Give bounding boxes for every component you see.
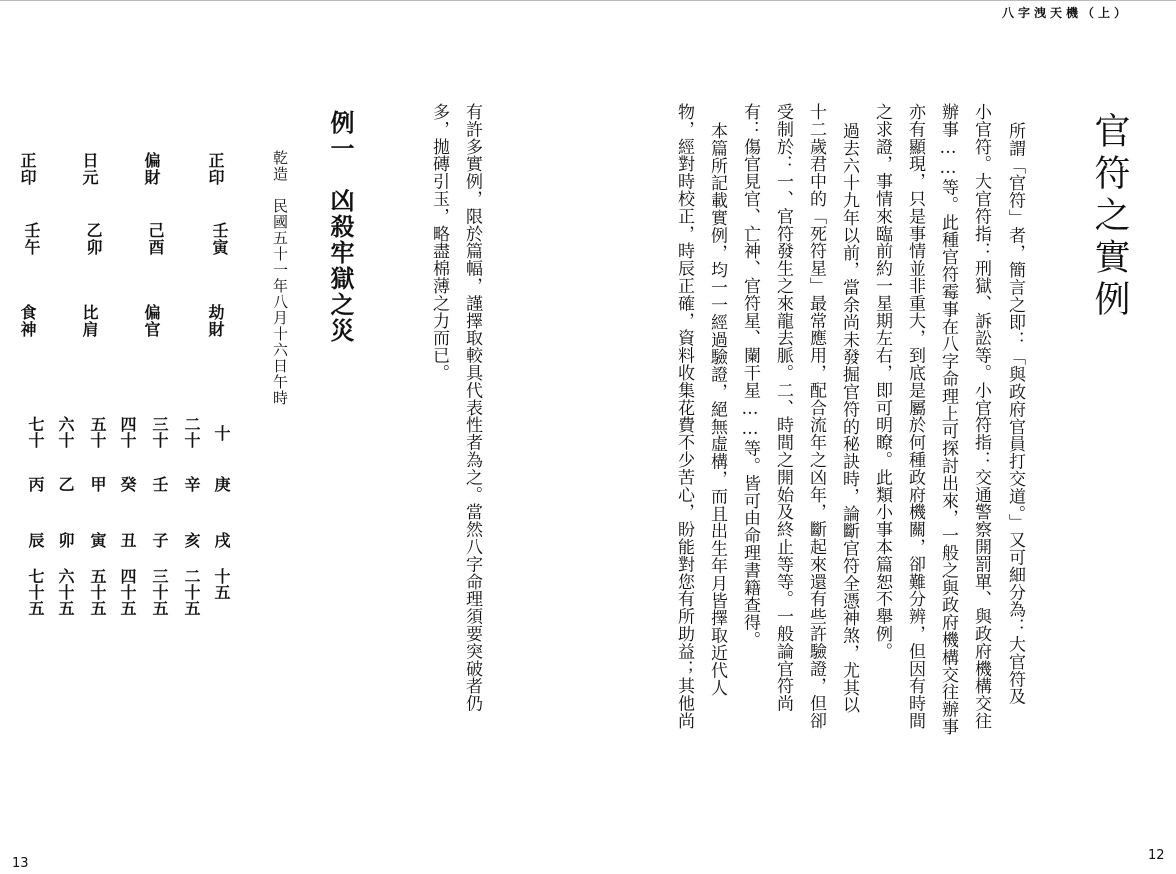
body-column: 小官符。大官符指：刑獄、訴訟等。小官符指：交通警察開罰單、與政府機構交往 xyxy=(971,103,991,730)
dayun-end-age: 六十五 xyxy=(56,568,75,616)
pillar-ten-god: 比肩 xyxy=(80,304,99,338)
body-column: 物，經對時校正，時辰正確，資料收集花費不少苦心，盼能對您有所助益；其他尚 xyxy=(674,103,694,730)
pillar-ten-god: 偏官 xyxy=(142,304,161,338)
pillar-ten-god: 劫財 xyxy=(206,304,225,338)
body-column: 之求證，事情來臨前約一星期左右，即可明瞭。此類小事本篇恕不舉例。 xyxy=(872,103,892,660)
dayun-age: 二十 xyxy=(182,416,201,448)
pillar-label: 偏財 xyxy=(142,152,161,186)
pillar-ganzhi: 乙卯 xyxy=(84,222,103,256)
body-column: 多，拋磚引玉，略盡棉薄之力而已。 xyxy=(429,103,449,382)
dayun-branch: 亥 xyxy=(182,532,201,548)
body-column: 過去六十九年以前，當余尚未發掘官符的秘訣時，論斷官符全憑神煞，尤其以 xyxy=(839,122,859,714)
dayun-stem: 壬 xyxy=(150,476,169,492)
dayun-end-age: 十五 xyxy=(212,568,231,600)
dayun-branch: 辰 xyxy=(26,532,45,548)
chapter-title: 官符之實例 xyxy=(1089,112,1130,322)
dayun-age: 三十 xyxy=(150,416,169,448)
pillar-ganzhi: 己酉 xyxy=(146,222,165,256)
dayun-stem: 丙 xyxy=(26,476,45,492)
running-header: 八字洩天機（上） xyxy=(1001,6,1130,20)
body-column: 受制於：一、官符發生之來龍去脈。二、時間之開始及終止等等。一般論官符尚 xyxy=(773,103,793,712)
dayun-stem: 乙 xyxy=(56,476,75,492)
dayun-age: 四十 xyxy=(118,416,137,448)
dayun-age: 七十 xyxy=(26,416,45,448)
dayun-stem: 甲 xyxy=(88,476,107,492)
body-column: 有：傷官見官、亡神、官符星、闌干星……等。皆可由命理書籍查得。 xyxy=(740,103,760,649)
pillar-label: 正印 xyxy=(18,152,37,186)
dayun-branch: 卯 xyxy=(56,532,75,548)
dayun-end-age: 三十五 xyxy=(150,568,169,616)
dayun-age: 五十 xyxy=(88,416,107,448)
body-column: 十二歲君中的「死符星」最常應用，配合流年之凶年，斷起來還有些許驗證，但卻 xyxy=(806,103,826,730)
dayun-stem: 庚 xyxy=(212,476,231,492)
dayun-age: 十 xyxy=(212,425,231,441)
body-column: 本篇所記載實例，均一一經過驗證，絕無虛構，而且出生年月皆擇取近代人 xyxy=(707,122,727,697)
body-column: 亦有顯現，只是事情並非重大，到底是屬於何種政府機關，卻難分辨，但因有時間 xyxy=(905,103,925,730)
dayun-end-age: 七十五 xyxy=(26,568,45,616)
page-number-right: 12 xyxy=(1148,848,1165,863)
body-column: 辦事……等。此種官符霉事在八字命理上可探討出來，一般之與政府機構交往辦事 xyxy=(938,103,958,736)
dayun-stem: 癸 xyxy=(118,476,137,492)
dayun-branch: 寅 xyxy=(88,532,107,548)
page-number-left: 13 xyxy=(12,856,29,871)
dayun-end-age: 四十五 xyxy=(118,568,137,616)
pillar-ten-god: 食神 xyxy=(18,304,37,338)
dayun-branch: 丑 xyxy=(118,532,137,548)
dayun-end-age: 五十五 xyxy=(88,568,107,616)
dayun-branch: 戌 xyxy=(212,532,231,548)
body-column: 所謂「官符」者，簡言之即：「與政府官員打交道。」又可細分為：大官符及 xyxy=(1005,122,1025,706)
dayun-end-age: 二十五 xyxy=(182,568,201,616)
dayun-age: 六十 xyxy=(56,416,75,448)
pillar-label: 正印 xyxy=(206,152,225,186)
dayun-branch: 子 xyxy=(150,532,169,548)
bazi-birth-info: 乾造 民國五十一年八月十六日午時 xyxy=(271,150,289,406)
example-title: 例一 凶殺牢獄之災 xyxy=(326,110,355,344)
pillar-ganzhi: 壬午 xyxy=(22,222,41,256)
pillar-label: 日元 xyxy=(80,152,99,186)
dayun-stem: 辛 xyxy=(182,476,201,492)
body-column: 有許多實例，限於篇幅，謹擇取較具代表性者為之。當然八字命理須要突破者仍 xyxy=(462,103,482,712)
pillar-ganzhi: 壬寅 xyxy=(210,222,229,256)
top-rule xyxy=(0,0,1176,1)
